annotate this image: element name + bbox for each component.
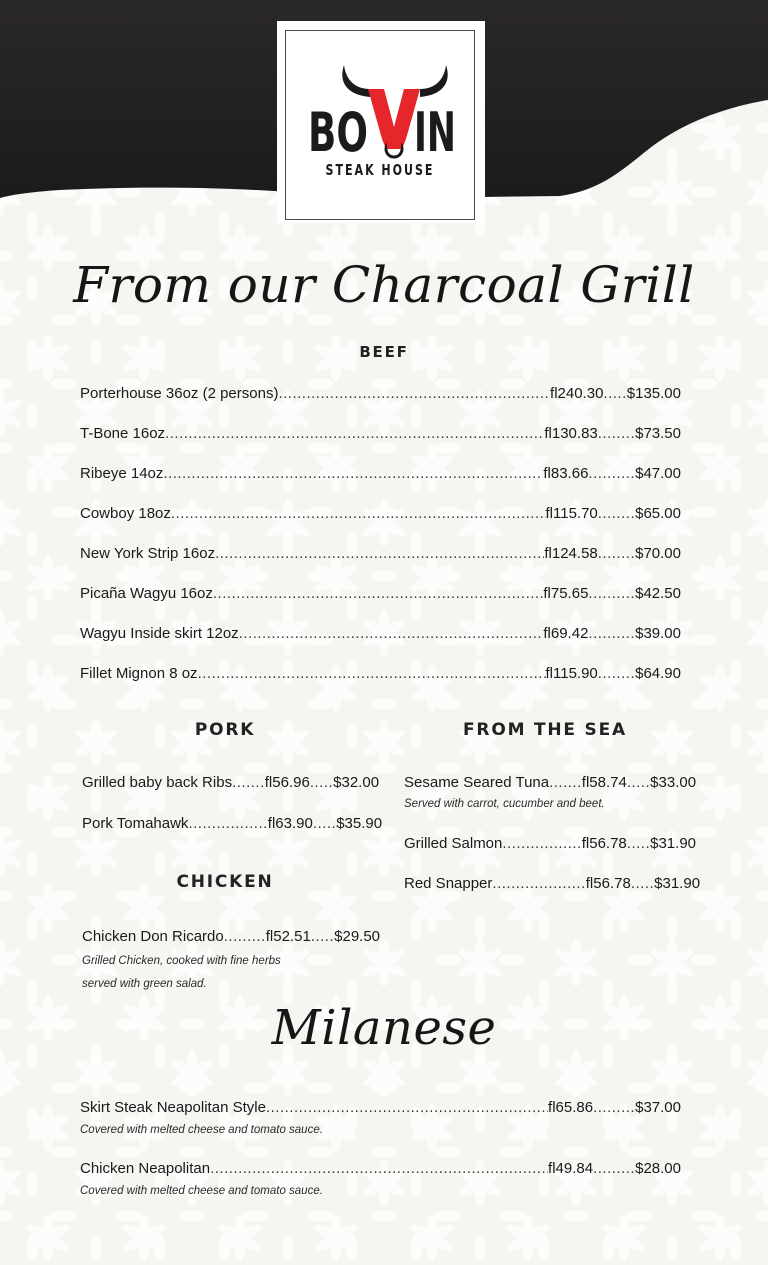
- price-florin: fl240.30: [550, 385, 604, 402]
- leader-dots: [215, 545, 544, 562]
- price-usd: $28.00: [635, 1160, 681, 1177]
- item-name: Skirt Steak Neapolitan Style: [80, 1099, 266, 1116]
- price-florin: fl69.42: [543, 625, 589, 642]
- menu-item-skirt-steak-neapolitan: Skirt Steak Neapolitan Style ..... fl65.86 ......... $37.00: [80, 1099, 681, 1116]
- price-usd: $37.00: [635, 1099, 681, 1116]
- section-heading-from-the-sea: FROM THE SEA: [463, 720, 627, 740]
- menu-item-picana-wagyu: Picaña Wagyu 16oz ..... fl75.65 .......... $42.50: [80, 585, 681, 602]
- leader-dots: [266, 1099, 548, 1116]
- menu-item-wagyu-inside-skirt: Wagyu Inside skirt 12oz ..... fl69.42 .......... $39.00: [80, 625, 681, 642]
- section-heading-chicken: CHICKEN: [176, 872, 274, 892]
- menu-item-sesame-seared-tuna: Sesame Seared Tuna ....... fl58.74 ..... $33.00: [404, 774, 697, 791]
- price-florin: fl63.90: [267, 815, 313, 832]
- price-usd: $31.90: [650, 835, 697, 852]
- item-description: served with green salad.: [82, 978, 207, 990]
- item-name: Grilled Salmon: [404, 835, 503, 852]
- menu-item-cowboy: Cowboy 18oz ..... fl115.70 ........ $65.00: [80, 505, 681, 522]
- leader-dots: [278, 385, 550, 402]
- menu-item-new-york-strip: New York Strip 16oz ..... fl124.58 ........ $70.00: [80, 545, 681, 562]
- item-name: Picaña Wagyu 16oz: [80, 585, 213, 602]
- price-usd: $35.90: [336, 815, 383, 832]
- item-name: Sesame Seared Tuna: [404, 774, 550, 791]
- menu-item-ribeye: Ribeye 14oz ..... fl83.66 .......... $47.00: [80, 465, 681, 482]
- menu-item-red-snapper: Red Snapper .................... fl56.78 ..... $31.90: [404, 875, 701, 892]
- price-florin: fl58.74: [581, 774, 627, 791]
- price-usd: $135.00: [626, 385, 681, 402]
- price-florin: fl124.58: [544, 545, 598, 562]
- menu-item-baby-back-ribs: Grilled baby back Ribs ....... fl56.96 ..... $32.00: [82, 774, 380, 791]
- item-name: T-Bone 16oz: [80, 425, 166, 442]
- price-florin: fl115.90: [545, 665, 598, 682]
- item-name: Porterhouse 36oz (2 persons): [80, 385, 279, 402]
- logo-card: [277, 21, 485, 223]
- svg-text:BO: BO: [308, 101, 368, 164]
- leader-dots: [198, 665, 546, 682]
- item-name: Red Snapper: [404, 875, 493, 892]
- price-florin: fl56.78: [581, 835, 627, 852]
- leader-dots: [165, 425, 544, 442]
- price-usd: $31.90: [654, 875, 701, 892]
- price-usd: $47.00: [635, 465, 681, 482]
- leader-dots: [239, 625, 544, 642]
- leader-dots: [210, 1160, 548, 1177]
- leader-dots: [213, 585, 544, 602]
- bull-logo-icon: [286, 31, 476, 221]
- price-usd: $73.50: [635, 425, 681, 442]
- price-florin: fl56.78: [585, 875, 631, 892]
- price-usd: $39.00: [635, 625, 681, 642]
- section-heading-pork: PORK: [194, 720, 256, 740]
- price-usd: $64.90: [635, 665, 681, 682]
- price-usd: $65.00: [635, 505, 681, 522]
- section-title-milanese: Milanese: [271, 1000, 497, 1056]
- section-heading-beef: BEEF: [359, 343, 409, 361]
- item-name: Pork Tomahawk: [82, 815, 189, 832]
- svg-text:IN: IN: [414, 101, 456, 164]
- price-florin: fl130.83: [544, 425, 598, 442]
- price-florin: fl75.65: [543, 585, 589, 602]
- item-description: Covered with melted cheese and tomato sauce.: [80, 1124, 323, 1136]
- item-description: Grilled Chicken, cooked with fine herbs: [82, 955, 281, 967]
- item-description: Covered with melted cheese and tomato sauce.: [80, 1185, 323, 1197]
- logo-frame: [285, 30, 475, 220]
- menu-item-chicken-neapolitan: Chicken Neapolitan ..... fl49.84 ......... $28.00: [80, 1160, 681, 1177]
- section-title-grill: From our Charcoal Grill: [73, 256, 695, 314]
- leader-dots: [171, 505, 546, 522]
- item-name: Grilled baby back Ribs: [82, 774, 233, 791]
- item-name: Ribeye 14oz: [80, 465, 164, 482]
- item-name: Chicken Neapolitan: [80, 1160, 211, 1177]
- menu-item-fillet-mignon: Fillet Mignon 8 oz ..... fl115.90 ........ $64.90: [80, 665, 681, 682]
- price-florin: fl65.86: [548, 1099, 594, 1116]
- menu-item-pork-tomahawk: Pork Tomahawk ................. fl63.90 ..... $35.90: [82, 815, 383, 832]
- item-description: Served with carrot, cucumber and beet.: [404, 798, 605, 810]
- item-name: Chicken Don Ricardo: [82, 928, 224, 945]
- price-florin: fl115.70: [545, 505, 598, 522]
- price-florin: fl49.84: [548, 1160, 594, 1177]
- item-name: Wagyu Inside skirt 12oz: [80, 625, 239, 642]
- leader-dots: [163, 465, 543, 482]
- menu-item-chicken-don-ricardo: Chicken Don Ricardo ......... fl52.51 ..... $29.50: [82, 928, 381, 945]
- menu-item-grilled-salmon: Grilled Salmon ................. fl56.78 ..... $31.90: [404, 835, 697, 852]
- menu-item-porterhouse: Porterhouse 36oz (2 persons) ..... fl240.30 ..... $135.00: [80, 385, 681, 402]
- price-florin: fl52.51: [265, 928, 311, 945]
- item-name: Fillet Mignon 8 oz: [80, 665, 198, 682]
- price-florin: fl56.96: [264, 774, 310, 791]
- item-name: New York Strip 16oz: [80, 545, 216, 562]
- price-usd: $29.50: [334, 928, 381, 945]
- menu-item-tbone: T-Bone 16oz ..... fl130.83 ........ $73.50: [80, 425, 681, 442]
- price-usd: $32.00: [333, 774, 380, 791]
- logo-tagline: STEAK HOUSE: [325, 161, 435, 179]
- price-florin: fl83.66: [543, 465, 589, 482]
- price-usd: $70.00: [635, 545, 681, 562]
- price-usd: $42.50: [635, 585, 681, 602]
- price-usd: $33.00: [650, 774, 697, 791]
- item-name: Cowboy 18oz: [80, 505, 171, 522]
